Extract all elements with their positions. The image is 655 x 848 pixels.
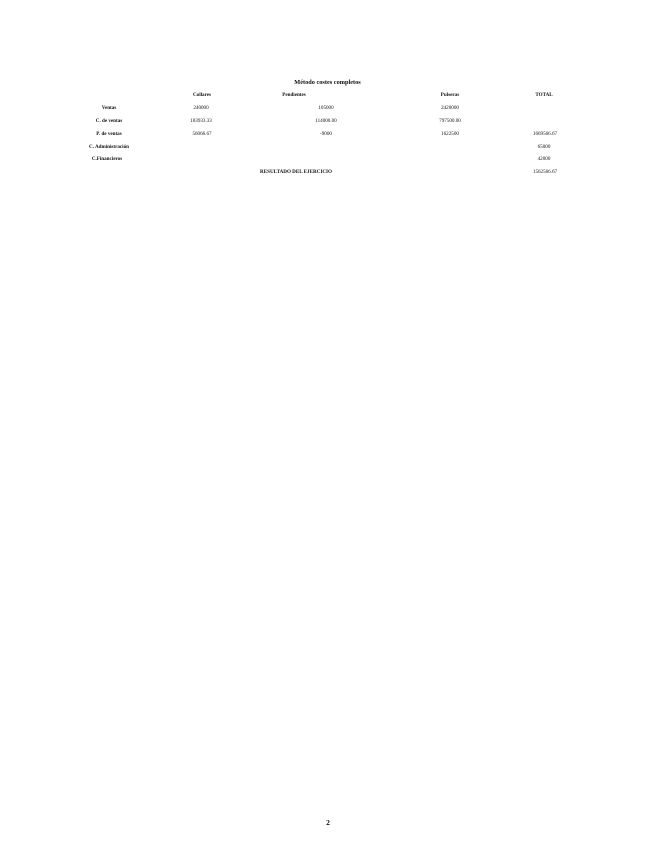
result-label: RESULTADO DEL EJERCICIO <box>260 169 332 175</box>
value-perdidas-ventas-collares: 56066.67 <box>192 131 212 137</box>
value-perdidas-ventas-pulseras: 1622500 <box>441 131 459 137</box>
row-label-costes-administracion: C. Administración <box>89 144 129 150</box>
header-pulseras: Pulseras <box>440 92 460 98</box>
value-costes-ventas-collares: 183933.33 <box>190 118 212 124</box>
row-label-perdidas-ventas: P. de ventas <box>96 131 122 137</box>
result-total: 1562566.67 <box>532 169 558 175</box>
row-label-ventas: Ventas <box>101 105 117 111</box>
value-ventas-pendientes: 105000 <box>318 105 334 111</box>
value-perdidas-ventas-pendientes: -9000 <box>320 131 332 137</box>
header-collares: Collares <box>192 92 211 98</box>
header-total: TOTAL <box>535 92 553 98</box>
page-title: Método costes completos <box>294 79 361 86</box>
value-costes-administracion-total: 65000 <box>537 144 551 150</box>
page-number: 2 <box>326 818 330 827</box>
value-costes-ventas-pulseras: 797500.00 <box>439 118 461 124</box>
row-label-costes-ventas: C. de ventas <box>95 118 123 124</box>
header-pendientes: Pendientes <box>282 92 306 98</box>
value-costes-ventas-pendientes: 114000.00 <box>315 118 337 124</box>
value-costes-financieros-total: 42000 <box>537 156 551 162</box>
value-ventas-collares: 240000 <box>193 105 209 111</box>
value-ventas-pulseras: 2420000 <box>441 105 459 111</box>
value-perdidas-ventas-total: 1669566.67 <box>532 131 558 137</box>
row-label-costes-financieros: C.Financieros <box>91 156 123 162</box>
